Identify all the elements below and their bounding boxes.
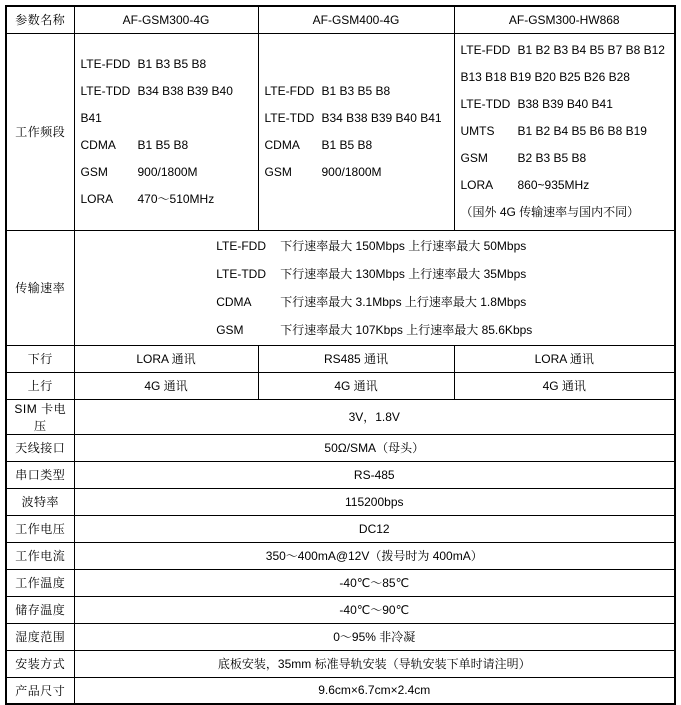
band-line	[461, 118, 669, 145]
row-label: 产品尺寸	[6, 677, 74, 704]
row-label: 工作温度	[6, 569, 74, 596]
spec-row-work-current	[6, 542, 675, 569]
row-label: 工作电流	[6, 542, 74, 569]
table-header-row	[6, 6, 675, 33]
rate-value: 下行速率最大 130Mbps 上行速率最大 35Mbps	[280, 266, 527, 281]
spec-row-mounting	[6, 650, 675, 677]
spec-value: -40℃～85℃	[74, 569, 675, 596]
rate-merged-cell	[74, 230, 675, 345]
protocol-name: LORA	[80, 191, 114, 206]
rate-lines	[216, 232, 532, 344]
rate-line	[216, 288, 532, 316]
protocol-name: LTE-FDD	[216, 238, 266, 253]
spec-value: 9.6cm×6.7cm×2.4cm	[74, 677, 675, 704]
spec-value: 50Ω/SMA（母头）	[74, 434, 675, 461]
row-label-uplink: 上行	[6, 372, 74, 399]
rate-value: 下行速率最大 107Kbps 上行速率最大 85.6Kbps	[280, 322, 533, 337]
spec-row-storage-temp	[6, 596, 675, 623]
band-cell-gsm400	[258, 33, 454, 230]
band-line	[461, 37, 669, 91]
row-label: 工作电压	[6, 515, 74, 542]
overseas-rate-note: （国外 4G 传输速率与国内不同）	[460, 205, 640, 219]
protocol-name: LTE-TDD	[216, 266, 266, 281]
protocol-bands: 470～510MHz	[137, 191, 215, 206]
uplink-gsm300: 4G 通讯	[74, 372, 258, 399]
row-label: 波特率	[6, 488, 74, 515]
spec-row-dimensions	[6, 677, 675, 704]
downlink-hw868: LORA 通讯	[454, 345, 675, 372]
band-line	[265, 78, 448, 105]
protocol-name: GSM	[460, 151, 488, 165]
band-cell-gsm300	[74, 33, 258, 230]
spec-row-humidity	[6, 623, 675, 650]
spec-value: 115200bps	[74, 488, 675, 515]
band-line	[461, 145, 669, 172]
protocol-bands: B2 B3 B5 B8	[517, 151, 587, 165]
protocol-bands: B1 B2 B4 B5 B6 B8 B19	[517, 124, 647, 138]
protocol-name: LTE-FDD	[80, 56, 131, 71]
band-line	[265, 159, 448, 186]
protocol-name: LTE-FDD	[460, 43, 511, 57]
spec-value: DC12	[74, 515, 675, 542]
row-label-rate: 传输速率	[6, 230, 74, 345]
protocol-name: LORA	[460, 178, 494, 192]
uplink-row	[6, 372, 675, 399]
rate-line	[216, 232, 532, 260]
downlink-gsm400: RS485 通讯	[258, 345, 454, 372]
row-label: 天线接口	[6, 434, 74, 461]
spec-row-serial-type	[6, 461, 675, 488]
spec-value: 3V，1.8V	[74, 399, 675, 434]
protocol-name: CDMA	[80, 137, 116, 152]
rate-value: 下行速率最大 150Mbps 上行速率最大 50Mbps	[280, 238, 527, 253]
header-product-gsm400: AF-GSM400-4G	[258, 6, 454, 33]
protocol-name: LTE-TDD	[80, 83, 131, 98]
band-line	[461, 172, 669, 199]
protocol-bands: B38 B39 B40 B41	[517, 97, 613, 111]
protocol-name: CDMA	[264, 137, 300, 152]
spec-row-work-temp	[6, 569, 675, 596]
rate-line	[216, 260, 532, 288]
protocol-bands: B1 B5 B8	[321, 137, 373, 152]
protocol-name: GSM	[264, 164, 292, 179]
rate-row	[6, 230, 675, 345]
band-line	[265, 105, 448, 132]
downlink-row	[6, 345, 675, 372]
band-line	[265, 132, 448, 159]
row-label: 湿度范围	[6, 623, 74, 650]
band-line	[81, 159, 252, 186]
row-label: SIM 卡电压	[6, 399, 74, 434]
spec-row-sim-voltage	[6, 399, 675, 434]
protocol-name: CDMA	[216, 294, 252, 309]
protocol-bands: B1 B5 B8	[137, 137, 189, 152]
band-line	[81, 78, 252, 132]
protocol-name: LTE-FDD	[264, 83, 315, 98]
spec-row-baud-rate	[6, 488, 675, 515]
spec-value: RS-485	[74, 461, 675, 488]
header-product-hw868: AF-GSM300-HW868	[454, 6, 675, 33]
band-row	[6, 33, 675, 230]
spec-value: 底板安装，35mm 标准导轨安装（导轨安装下单时请注明）	[74, 650, 675, 677]
band-cell-hw868	[454, 33, 675, 230]
header-product-gsm300: AF-GSM300-4G	[74, 6, 258, 33]
protocol-bands: 900/1800M	[321, 164, 382, 179]
spec-row-antenna	[6, 434, 675, 461]
protocol-name: LTE-TDD	[460, 97, 511, 111]
spec-value: 0～95% 非冷凝	[74, 623, 675, 650]
protocol-bands: 860~935MHz	[517, 178, 590, 192]
row-label: 串口类型	[6, 461, 74, 488]
protocol-bands: B1 B3 B5 B8	[137, 56, 207, 71]
protocol-bands: B34 B38 B39 B40 B41	[80, 83, 233, 125]
protocol-bands: B34 B38 B39 B40 B41	[321, 110, 442, 125]
uplink-hw868: 4G 通讯	[454, 372, 675, 399]
protocol-name: GSM	[216, 322, 244, 337]
protocol-name: GSM	[80, 164, 108, 179]
protocol-name: LTE-TDD	[264, 110, 315, 125]
band-line	[81, 132, 252, 159]
spec-row-work-voltage	[6, 515, 675, 542]
downlink-gsm300: LORA 通讯	[74, 345, 258, 372]
row-label: 安装方式	[6, 650, 74, 677]
band-line	[81, 51, 252, 78]
uplink-gsm400: 4G 通讯	[258, 372, 454, 399]
spec-table	[5, 5, 676, 705]
protocol-name: UMTS	[460, 124, 495, 138]
protocol-bands: B1 B2 B3 B4 B5 B7 B8 B12 B13 B18 B19 B20 B25 B26 B28	[460, 43, 665, 84]
band-line	[461, 91, 669, 118]
spec-value: 350～400mA@12V（拨号时为 400mA）	[74, 542, 675, 569]
protocol-bands: B1 B3 B5 B8	[321, 83, 391, 98]
row-label-downlink: 下行	[6, 345, 74, 372]
header-param-name: 参数名称	[6, 6, 74, 33]
spec-value: -40℃～90℃	[74, 596, 675, 623]
row-label-band: 工作频段	[6, 33, 74, 230]
protocol-bands: 900/1800M	[137, 164, 198, 179]
rate-value: 下行速率最大 3.1Mbps 上行速率最大 1.8Mbps	[280, 294, 527, 309]
rate-line	[216, 316, 532, 344]
band-line	[81, 186, 252, 213]
row-label: 储存温度	[6, 596, 74, 623]
